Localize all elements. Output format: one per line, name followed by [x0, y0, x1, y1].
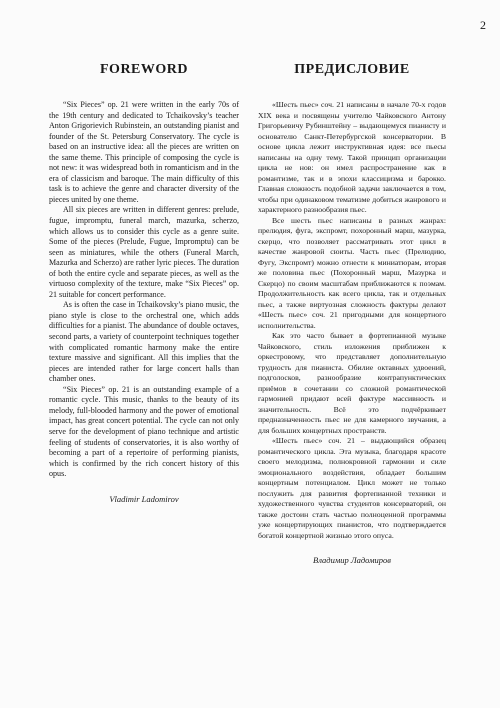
foreword-paragraph-2: All six pieces are written in different genres: prelude, fugue, impromptu, funeral march, mazurka, scherzo, which allows us to consider this cycle as a genre suite. Some of the pieces (Prelude, Fugue, Impromptu) can be seen as miniatures, while the others (Funeral March, Mazurka and Scherzo) are rather lyric pieces. The duration of both the entire cycle and separate pieces, as well as the virtuoso complexity of the texture, make “Six Pieces” op. 21 suitable for concert performance.	[49, 205, 239, 299]
foreword-column-english	[49, 62, 239, 504]
foreword-column-russian	[258, 62, 446, 565]
foreword-paragraph-1: “Six Pieces” op. 21 were written in the early 70s of the 19th century and dedicated to Tchaikovsky’s teacher Anton Grigorievich Rubinstein, an outstanding pianist and founder of the St. Petersburg Conservatory. The cycle is based on an instructive idea: all the pieces are written on the same theme. This principle of composing the cycle is not new: it was widespread both in romanticism and in the era of classicism and baroque. The main difficulty of this task is to achieve the genre and character diversity of the pieces united by one theme.	[49, 100, 239, 204]
predislovie-paragraph-1: «Шесть пьес» соч. 21 написаны в начале 70-х годов XIX века и посвящены учителю Чайковского Антону Григорьевичу Рубинштейну – выдающемуся пианисту и основателю Санкт-Петербургской консерватории. В основе цикла лежит инструктивная идея: все пьесы написаны на одну тему. Такой принцип организации цикла не нов: он имел распространение как в романтизме, так и в эпохи классицизма и барокко. Главная сложность подобной задачи заключается в том, чтобы при одинаковом тематизме добиться жанрового и характерного разнообразия пьес.	[258, 100, 446, 214]
predislovie-paragraph-2: Все шесть пьес написаны в разных жанрах: прелюдия, фуга, экспромт, похоронный марш, мазурка, скерцо, что позволяет рассматривать этот цикл в качестве жанровой сюиты. Часть пьес (Прелюдию, Фугу, Экспромт) можно отнести к миниатюрам, вторая же половина пьес (Похоронный марш, Мазурка и Скерцо) по своим масштабам приближаются к поэмам. Продолжительность как всего цикла, так и отдельных пьес, а также виртуозная сложность фактуры делают «Шесть пьес» соч. 21 пригодными для концертного исполнительства.	[258, 215, 446, 330]
predislovie-heading: ПРЕДИСЛОВИЕ	[294, 62, 410, 77]
predislovie-paragraph-3: Как это часто бывает в фортепианной музыке Чайковского, стиль изложения приближен к оркестровому, что представляет дополнительную трудность для пианиста. Обилие октавных удвоений, подголосков, разнообразие контрапунктических приёмов в сочетании со сложной романтической гармонией придают всей фактуре массивность и значительность. Всё это подчёркивает предназначенность пьес не для камерного звучания, а для больших концертных пространств.	[258, 331, 446, 435]
foreword-paragraph-3: As is often the case in Tchaikovsky’s piano music, the piano style is close to the orchestral one, which adds difficulties for a pianist. The abundance of double octaves, second parts, a variety of counterpoint techniques together with complicated romantic harmony make the entire texture massive and significant. All this implies that the pieces are intended rather for large concert halls than chamber ones.	[49, 300, 239, 384]
foreword-paragraph-4: “Six Pieces” op. 21 is an outstanding example of a romantic cycle. This music, thanks to the beauty of its melody, full-blooded harmony and the power of emotional impact, has great concert potential. The cycle can not only serve for the development of piano technique and artistic feeling of students of conservatories, it is also worthy of becoming a part of a repertoire of performing pianists, which is confirmed by the rich concert history of this opus.	[49, 384, 239, 479]
foreword-heading: FOREWORD	[100, 62, 188, 77]
page-number: 2	[480, 18, 486, 32]
predislovie-paragraph-4: «Шесть пьес» соч. 21 – выдающийся образец романтического цикла. Эта музыка, благодаря красоте своего мелодизма, полнокровной гармонии и силе эмоционального воздействия, обладает большим концертным потенциалом. Цикл может не только послужить для развития фортепианной техники и художественного чувства студентов консерваторий, он также достоин стать частью полноценной программы уже концертирующих пианистов, что подтверждается богатой концертной жизнью этого опуса.	[258, 436, 446, 540]
foreword-signature: Vladimir Ladomirov	[109, 493, 179, 504]
predislovie-signature: Владимир Ладомиров	[313, 555, 391, 565]
